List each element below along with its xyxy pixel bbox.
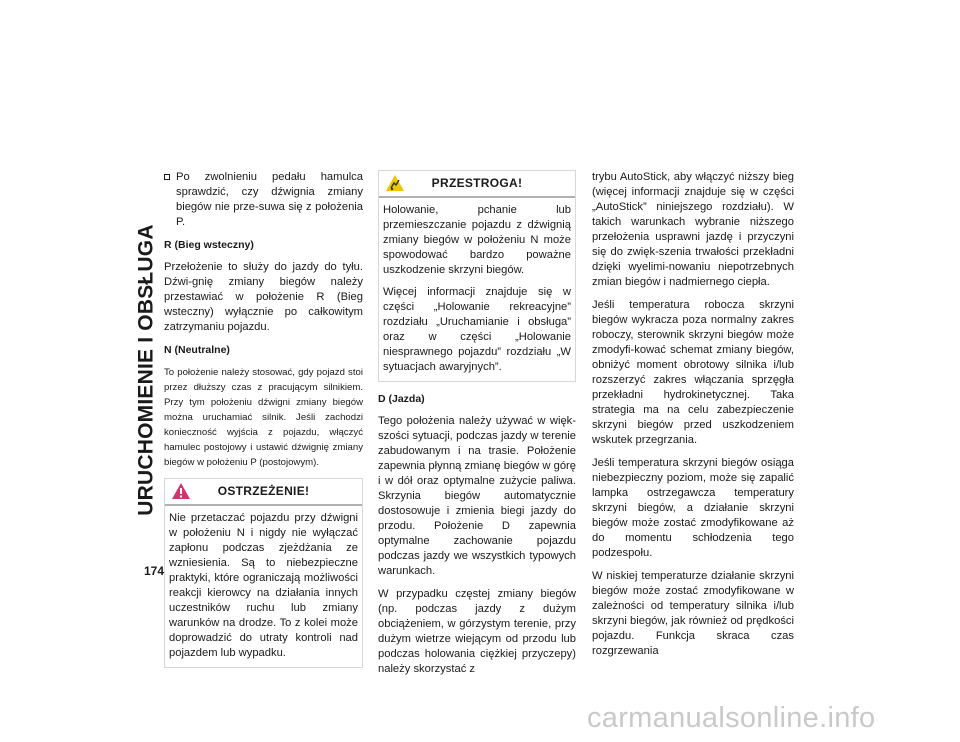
autostick-text: trybu AutoStick, aby włączyć niższy bieg (więcej informacji znajduje się w części „AutoStick” niniejszego rozdziału). W takich warunkach wybranie niższego przełożenia usprawni jazdę i przyczyni się do zwięk-szenia trwałości przekładni dzięki wyelimi-nowaniu niepotrzebnych zmian biegów i nadmiernego ciepła.: [592, 171, 794, 288]
warning-triangle-icon: [171, 482, 191, 500]
caution-text-2: Więcej informacji znajduje się w części „Holowanie rekreacyjne” rozdziału „Uruchamianie i obsługa” oraz w części „Holowanie niesprawnego pojazdu” rozdziału „W sytuacjach awaryjnych”.: [383, 286, 571, 373]
column-right: [592, 170, 794, 667]
page-number: 174: [144, 564, 165, 578]
column-middle: [378, 170, 576, 685]
caution-triangle-icon: [385, 174, 405, 192]
caution-text-1: Holowanie, pchanie lub przemieszczanie pojazdu z dźwignią zmiany biegów w położeniu N może spowodować bardzo poważne uszkodzenie skrzyni biegów.: [383, 204, 571, 276]
drive-text-2: W przypadku częstej zmiany biegów (np. podczas jazdy z dużym obciążeniem, w górzystym terenie, przy dużym wietrze wiejącym od przodu lub podczas holowania ciężkiej przyczepy) należy skorzystać z: [378, 588, 576, 675]
caution-box: [378, 170, 576, 382]
checkbox-bullet-icon: [164, 174, 170, 180]
warning-lamp-text: Jeśli temperatura skrzyni biegów osiąga niebezpieczny poziom, może się zapalić lampka ostrzegawcza temperatury skrzyni biegów, a działanie skrzyni biegów może zostać zmodyfikowane aż do momentu schłodzenia tego podzespołu.: [592, 457, 794, 559]
bullet-item: Po zwolnieniu pedału hamulca sprawdzić, czy dźwignia zmiany biegów nie prze-suwa się z położenia P.: [164, 170, 363, 230]
warning-box: [164, 478, 363, 668]
reverse-text: Przełożenie to służy do jazdy do tyłu. Dźwi-gnię zmiany biegów należy przestawiać w położenie R (Bieg wsteczny) wyłącznie po całkowitym zatrzymaniu pojazdu.: [164, 261, 363, 333]
warning-header: [165, 479, 362, 506]
watermark: carmanualsonline.info: [587, 702, 876, 734]
section-title: URUCHOMIENIE I OBSŁUGA: [135, 224, 159, 516]
neutral-heading: N (Neutralne): [164, 344, 230, 356]
warning-title: OSTRZEŻENIE!: [217, 484, 310, 498]
drive-text-1: Tego położenia należy używać w więk-szości sytuacji, podczas jazdy w terenie zabudowanym i na trasie. Położenie zapewnia płynną zmianę biegów w górę i w dół oraz optymalne zużycie paliwa. Skrzynia biegów automatycznie dostosowuje i zmienia biegi jazdy do przodu. Położenie D zapewnia optymalne zachowanie pojazdu podczas jazdy we wszystkich typowych warunkach.: [378, 415, 576, 577]
low-temperature-text: W niskiej temperaturze działanie skrzyni biegów może zostać zmodyfikowane w zależności od temperatury silnika i/lub skrzyni biegów, jak również od prędkości pojazdu. Funkcja skraca czas rozgrzewania: [592, 570, 794, 657]
reverse-heading: R (Bieg wsteczny): [164, 239, 254, 251]
caution-title: PRZESTROGA!: [431, 176, 523, 190]
column-left: [164, 170, 363, 668]
warning-text: Nie przetaczać pojazdu przy dźwigni w położeniu N i nigdy nie wyłączać zapłonu podczas zjeżdżania ze wzniesienia. Są to niebezpieczne praktyki, które ograniczają możliwości reakcji kierowcy na działania innych uczestników ruchu lub zmiany warunków na drodze. To z kolei może doprowadzić do utraty kontroli nad pojazdem lub wypadku.: [169, 512, 358, 659]
temperature-text: Jeśli temperatura robocza skrzyni biegów wykracza poza normalny zakres roboczy, sterownik skrzyni biegów może zmodyfi-kować schemat zmiany biegów, obniżyć moment obrotowy silnika i/lub rozszerzyć zakres włączania sprzęgła przekładni hydrokinetycznej. Taka strategia ma na celu zabezpieczenie skrzyni biegów przed uszkodzeniem wskutek przegrzania.: [592, 299, 794, 446]
neutral-text: To położenie należy stosować, gdy pojazd stoi przez dłuższy czas z pracującym silnikiem. Przy tym położeniu dźwigni zmiany biegów można uruchamiać silnik. Jeśli zachodzi konieczność wyjścia z pojazdu, włączyć hamulec postojowy i ustawić dźwignię zmiany biegów w położeniu P (postojowym).: [164, 367, 363, 468]
drive-heading: D (Jazda): [378, 393, 425, 405]
caution-header: [379, 171, 575, 198]
